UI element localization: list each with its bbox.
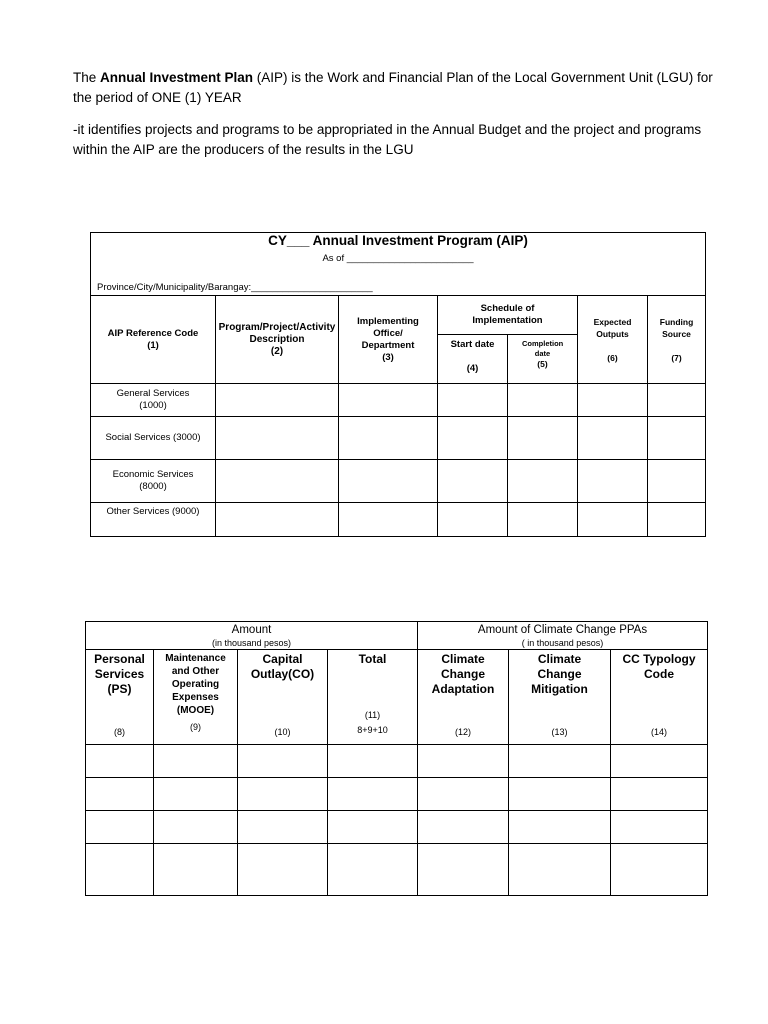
row-general-services-code: (1000) bbox=[139, 400, 167, 411]
header-mooe-label: Maintenance and Other Operating Expenses (MOOE) bbox=[165, 653, 226, 716]
cell bbox=[438, 384, 508, 417]
header-office-num: (3) bbox=[382, 351, 394, 363]
amount-subtitle: (in thousand pesos) bbox=[211, 638, 292, 648]
intro-p1-bold: Annual Investment Plan bbox=[100, 70, 254, 85]
cc-subtitle: ( in thousand pesos) bbox=[521, 638, 604, 648]
cell bbox=[578, 503, 648, 537]
row-other-services-label: Other Services (9000) bbox=[106, 506, 200, 517]
aip-table bbox=[90, 232, 706, 537]
cell bbox=[339, 384, 438, 417]
header-ref-code-num: (1) bbox=[147, 339, 159, 351]
header-program-num: (2) bbox=[270, 345, 284, 357]
cell bbox=[328, 844, 418, 896]
header-completion-label: Completion date bbox=[522, 339, 564, 358]
row-economic-services-label: Economic Services bbox=[112, 469, 194, 480]
header-total-num: (11) 8+9+10 bbox=[357, 710, 388, 735]
cell bbox=[86, 745, 154, 778]
header-cc-adaptation bbox=[418, 650, 509, 745]
header-completion-num: (5) bbox=[537, 359, 548, 369]
header-cc-mitigation bbox=[509, 650, 611, 745]
cell bbox=[418, 811, 509, 844]
header-schedule-label: Schedule of Implementation bbox=[472, 303, 543, 326]
header-schedule bbox=[438, 296, 578, 335]
header-total-label: Total bbox=[358, 652, 387, 666]
intro-p1-after: (AIP) is the Work and Financial Plan of the Local Government Unit (LGU) for the period of ONE (1) YEAR bbox=[73, 70, 713, 105]
intro-paragraph-1 bbox=[73, 68, 723, 108]
cell bbox=[238, 778, 328, 811]
cell bbox=[508, 384, 578, 417]
header-cc-typology-label: CC Typology Code bbox=[622, 652, 696, 681]
cell bbox=[328, 745, 418, 778]
header-program-label: Program/Project/Activity Description bbox=[218, 321, 336, 345]
cell bbox=[328, 778, 418, 811]
header-start-label: Start date bbox=[450, 339, 495, 350]
cell bbox=[438, 417, 508, 460]
header-co-num: (10) bbox=[274, 727, 291, 737]
row-social-services-label: Social Services (3000) bbox=[105, 432, 201, 443]
cc-group-header bbox=[418, 622, 708, 650]
header-funding-label: Funding Source bbox=[659, 316, 694, 339]
aip-as-of: As of ________________________ bbox=[322, 253, 474, 264]
row-economic-services bbox=[91, 460, 216, 503]
header-ps bbox=[86, 650, 154, 745]
cell bbox=[339, 503, 438, 537]
header-funding-num: (7) bbox=[671, 352, 682, 363]
cell bbox=[509, 778, 611, 811]
amount-table bbox=[85, 621, 708, 896]
cell bbox=[339, 417, 438, 460]
header-total bbox=[328, 650, 418, 745]
cell bbox=[238, 745, 328, 778]
header-cc-typology bbox=[611, 650, 708, 745]
cell bbox=[238, 844, 328, 896]
table-row bbox=[86, 811, 708, 844]
cell bbox=[611, 745, 708, 778]
aip-title: CY___ Annual Investment Program (AIP) bbox=[268, 233, 528, 248]
cell bbox=[508, 417, 578, 460]
header-outputs-num: (6) bbox=[607, 352, 618, 363]
header-start-num: (4) bbox=[466, 363, 479, 374]
cell bbox=[216, 460, 339, 503]
cc-title: Amount of Climate Change PPAs bbox=[477, 624, 648, 636]
cell bbox=[648, 417, 706, 460]
cell bbox=[509, 844, 611, 896]
cell bbox=[154, 745, 238, 778]
header-program bbox=[216, 296, 339, 384]
cell bbox=[509, 811, 611, 844]
row-economic-services-code: (8000) bbox=[139, 481, 167, 492]
header-cc-adaptation-num: (12) bbox=[454, 727, 471, 737]
header-cc-adaptation-label: Climate Change Adaptation bbox=[431, 652, 495, 696]
intro-p1-before: The bbox=[73, 70, 101, 85]
cell bbox=[154, 844, 238, 896]
cell bbox=[578, 460, 648, 503]
cell bbox=[578, 417, 648, 460]
cell bbox=[154, 778, 238, 811]
cell bbox=[611, 811, 708, 844]
cell bbox=[418, 745, 509, 778]
header-ps-num: (8) bbox=[114, 727, 125, 737]
cell bbox=[86, 811, 154, 844]
header-co-label: Capital Outlay(CO) bbox=[250, 652, 315, 681]
cell bbox=[438, 503, 508, 537]
cell bbox=[339, 460, 438, 503]
row-other-services bbox=[91, 503, 216, 537]
cell bbox=[238, 811, 328, 844]
header-funding bbox=[648, 296, 706, 384]
header-office-label: Implementing Office/ Department bbox=[357, 315, 419, 351]
cell bbox=[328, 811, 418, 844]
cell bbox=[648, 460, 706, 503]
cell bbox=[509, 745, 611, 778]
header-mooe-num: (9) bbox=[190, 722, 201, 732]
header-start-date bbox=[438, 335, 508, 384]
header-outputs bbox=[578, 296, 648, 384]
header-ps-label: Personal Services (PS) bbox=[94, 652, 145, 696]
cell bbox=[648, 384, 706, 417]
cell bbox=[154, 811, 238, 844]
row-general-services bbox=[91, 384, 216, 417]
cell bbox=[611, 778, 708, 811]
table-row bbox=[86, 745, 708, 778]
header-cc-mitigation-label: Climate Change Mitigation bbox=[531, 652, 588, 696]
header-ref-code bbox=[91, 296, 216, 384]
cell bbox=[578, 384, 648, 417]
cell bbox=[216, 503, 339, 537]
row-social-services bbox=[91, 417, 216, 460]
cell bbox=[86, 844, 154, 896]
table-row bbox=[86, 844, 708, 896]
header-cc-mitigation-num: (13) bbox=[551, 727, 568, 737]
aip-title-block bbox=[91, 233, 706, 296]
header-outputs-label: Expected Outputs bbox=[593, 316, 632, 339]
header-completion-date bbox=[508, 335, 578, 384]
cell bbox=[648, 503, 706, 537]
cell bbox=[86, 778, 154, 811]
cell bbox=[611, 844, 708, 896]
amount-group-header bbox=[86, 622, 418, 650]
aip-province-line: Province/City/Municipality/Barangay:_______________________ bbox=[97, 282, 373, 293]
cell bbox=[508, 503, 578, 537]
cell bbox=[216, 384, 339, 417]
header-ref-code-label: AIP Reference Code bbox=[107, 327, 199, 339]
amount-title: Amount bbox=[231, 624, 272, 636]
header-cc-typology-num: (14) bbox=[651, 727, 668, 737]
cell bbox=[418, 778, 509, 811]
cell bbox=[216, 417, 339, 460]
intro-paragraph-2: -it identifies projects and programs to be appropriated in the Annual Budget and the project and programs within the AIP are the producers of the results in the LGU bbox=[73, 122, 702, 157]
header-office bbox=[339, 296, 438, 384]
row-general-services-label: General Services bbox=[116, 388, 190, 399]
cell bbox=[438, 460, 508, 503]
header-mooe bbox=[154, 650, 238, 745]
header-co bbox=[238, 650, 328, 745]
cell bbox=[418, 844, 509, 896]
cell bbox=[508, 460, 578, 503]
table-row bbox=[86, 778, 708, 811]
